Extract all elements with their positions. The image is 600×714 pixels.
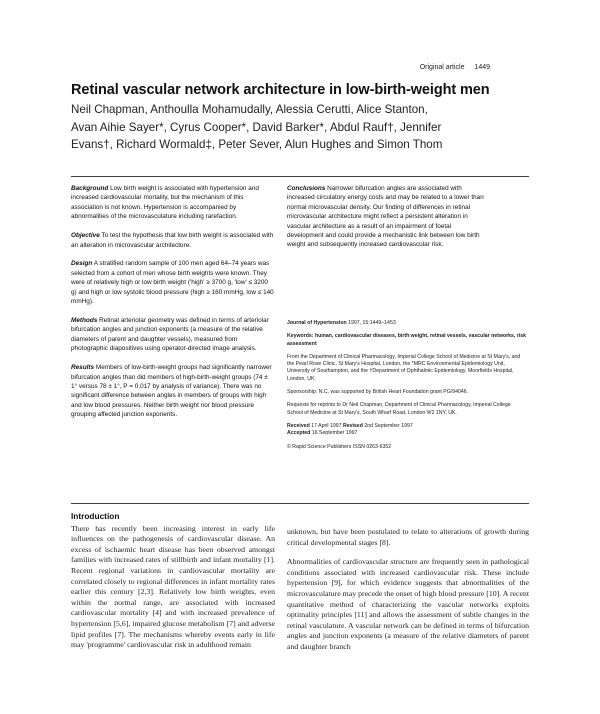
journal-name: Journal of Hypertension: [287, 320, 347, 326]
body-paragraph: There has recently been increasing interest in early life influences on the pathogenesis of cardiovascular disease. An excess of ischaemic heart disease has been observed amongst families with increased rates of stillbirth and infant mortality [1]. Recent regional variations in cardiovascular mortality are correlated closely to regional differences in infant mortality rates earlier this century [2,3]. Relatively low birth weights, even within the normal range, are associated with increased cardiovascular mortality [4] and with increased prevalence of hypertension [5,6], impaired glucose metabolism [7] and adverse lipid profiles [7]. The mechanisms whereby events early in life may 'programme' cardiovascular risk in adulthood remain: [71, 523, 275, 650]
body-left-column: [71, 511, 275, 660]
received-label: Received: [287, 422, 310, 429]
methods-label: Methods: [71, 316, 98, 324]
abstract-results: [71, 363, 275, 419]
abstract-background: [71, 184, 275, 222]
results-text: Members of low-birth-weight groups had significantly narrower bifurcation angles than did members of high-birth-weight groups (74 ± 1° versus 78 ± 1°, P = 0.017 by analysis of variance). There was no significant difference between angles in members of groups with high and low blood pressures. Neither birth weight nor blood pressure grouping affected junction exponents.: [71, 364, 272, 419]
revised-label: Revised: [342, 422, 363, 429]
section-label: Original article: [419, 64, 465, 71]
bottom-rule: [71, 503, 529, 504]
reprint-requests: Requests for reprints to Dr Neil Chapman, Department of Clinical Pharmacology, Imperial College School of Medicine at St Mary's, South Wharf Road, London W2 1NY, UK.: [287, 402, 511, 416]
objective-text: To test the hypothesis that low birth weight is associated with an alteration in microvascular architecture.: [71, 232, 274, 249]
received-date: 17 April 1997: [309, 422, 343, 429]
top-rule: [71, 176, 529, 177]
design-text: A stratified random sample of 100 men aged 64–74 years was selected from a cohort of men whose birth weights were known. They were of relatively high or low birth weight ('high' ≥ 3700 g, 'low' ≤ 3200 g) and high or low systolic blood pressure (high ≥ 160 mmHg, low ≤ 140 mmHg).: [71, 260, 274, 306]
abstract-right-column: [287, 184, 487, 259]
submission-dates: [287, 423, 527, 438]
journal-details: 1997, 15:1449–1453: [346, 320, 396, 326]
body-paragraph: unknown, but have been postulated to relate to alterations of growth during critical developmental stages [8].: [287, 527, 529, 547]
article-title: Retinal vascular network architecture in low-birth-weight men: [71, 82, 490, 98]
author-list: Neil Chapman, Anthoulla Mohamudally, Alessia Cerutti, Alice Stanton, Avan Aihie Sayer*, Cyrus Cooper*, David Barker*, Abdul Rauf†, Jennifer Evans†, Richard Wormald‡, Peter Sever, Alun Hughes and Simon Thom: [71, 103, 443, 152]
keywords: Keywords: human, cardiovascular diseases, birth weight, retinal vessels, vascular networks, risk assessment: [287, 333, 527, 347]
article-metadata: [287, 320, 527, 457]
page-number: 1449: [474, 64, 490, 71]
accepted-date: 16 September 1997: [310, 430, 358, 437]
background-text: Low birth weight is associated with hypertension and increased cardiovascular mortality, but the mechanism of this association is not known. Hypertension is accompanied by abnormalities of the microvasculature including rarefaction.: [71, 185, 259, 221]
design-label: Design: [71, 260, 93, 268]
conclusions-label: Conclusions: [287, 185, 326, 192]
abstract-left-column: [71, 184, 275, 429]
methods-text: Retinal arteriolar geometry was defined in terms of arteriolar bifurcation angles and junction exponents (a measure of the relative diameters of parent and daughter vessels), measured from photographic diapositives using operator-directed image analysis.: [71, 316, 269, 353]
affiliation: From the Department of Clinical Pharmacology, Imperial College School of Medicine at St Mary's, and the Pearl Rose Clinic, St Mary's Hospital, London, the *MRC Environmental Epidemiology Unit, University of Southampton, and the †Department of Ophthalmic Epidemiology, Moorfields Hospital, London, UK.: [287, 353, 521, 382]
body-right-column: [287, 527, 529, 662]
journal-reference: [287, 320, 527, 327]
abstract-methods: [71, 316, 275, 354]
objective-label: Objective: [71, 232, 100, 240]
sponsorship: Sponsorship: N.C. was supported by British Heart Foundation grant PG/94046.: [287, 389, 469, 396]
abstract-design: [71, 259, 275, 306]
accepted-label: Accepted: [287, 430, 311, 437]
copyright: © Rapid Science Publishers ISSN 0263-6352: [287, 443, 392, 450]
conclusions-text: Narrower bifurcation angles are associated with increased circulatory energy costs and may be related to a lower than normal microvascular density. Our finding of differences in retinal microvascular architecture might reflect a persistent alteration in vascular architecture as a result of an impairment of foetal development and could provide a mechanistic link between low birth weight and subsequently increased cardiovascular risk.: [287, 185, 484, 249]
abstract-conclusions: [287, 184, 487, 250]
revised-date: 2nd September 1997: [362, 422, 413, 429]
results-label: Results: [71, 364, 95, 372]
body-paragraph: Abnormalities of cardiovascular structure are frequently seen in pathological conditions associated with increased cardiovascular risk. These include hypertension [9], for which evidence suggests that abnormalities of the microvasculature may precede the onset of high blood pressure [10]. A recent quantitative method of characterizing the vascular networks exploits optimality principles [11] and allows the assessment of subtle changes in the retinal vasculature. A vascular network can be defined in terms of bifurcation angles and junction exponents (a measure of the relative diameters of parent and daughter branch: [287, 557, 529, 651]
abstract-objective: [71, 231, 275, 250]
introduction-heading: Introduction: [71, 511, 120, 521]
running-head: [412, 64, 490, 71]
background-label: Background: [71, 185, 109, 192]
